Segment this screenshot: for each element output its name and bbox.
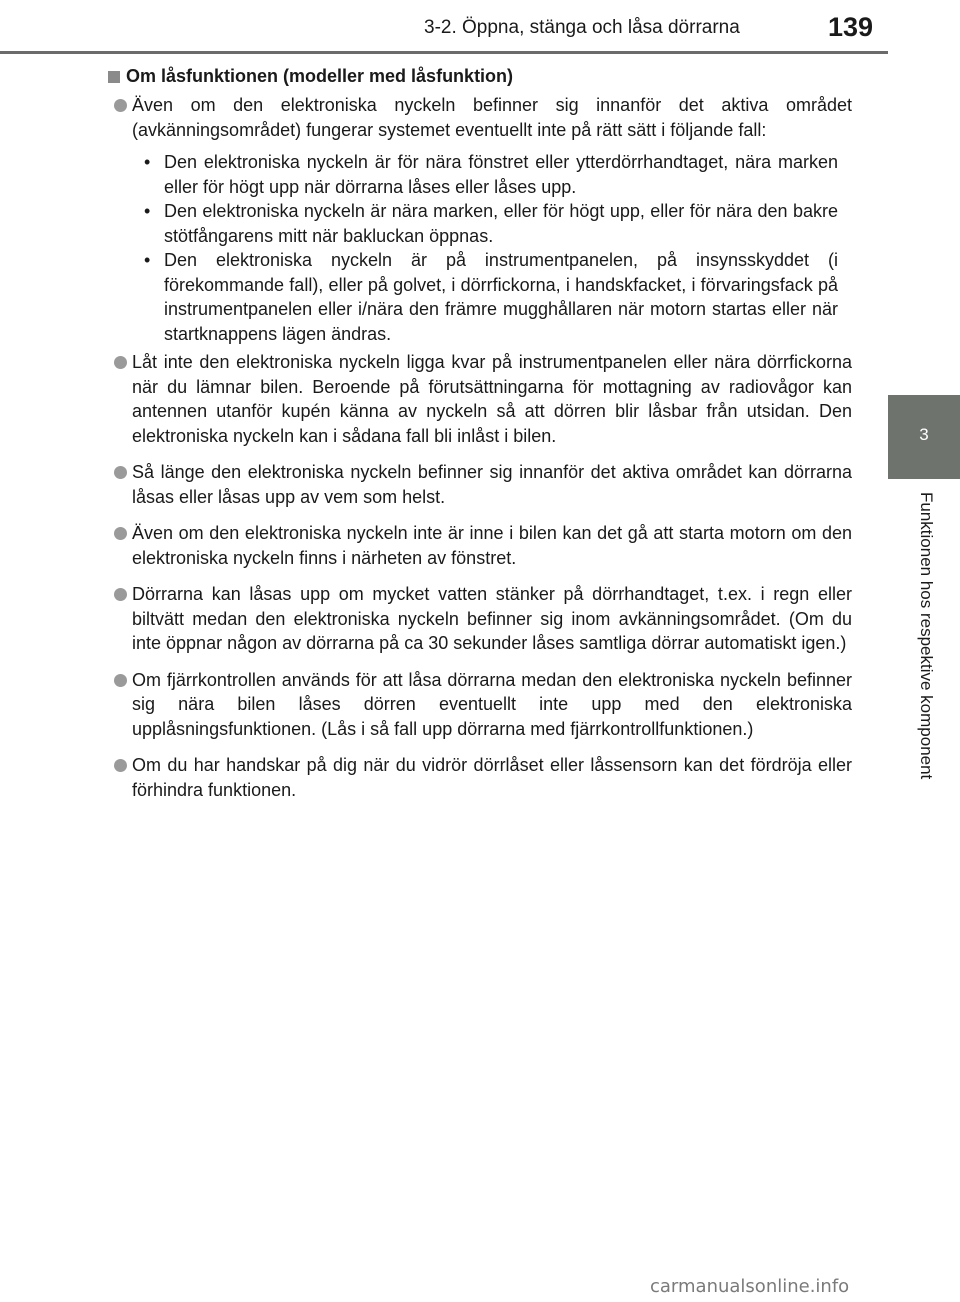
paragraph-text: Låt inte den elektroniska nyckeln ligga kvar på instrumentpanelen eller nära dörrfickorna när du lämnar bilen. Beroende på förutsättningarna för mottagning av radiovågor kan antennen utanför kupén känna av nyckeln så att dörren blir låsbar från utsidan. Den elektroniska nyckeln kan i sådana fall bli inlåst i bilen. — [132, 352, 852, 446]
list-item — [108, 199, 838, 248]
section-heading — [108, 66, 852, 87]
paragraph-text: Om fjärrkontrollen används för att låsa dörrarna medan den elektroniska nyckeln befinner sig nära bilen låses dörren eventuellt inte upp med den elektroniska upplåsningsfunktionen. (Lås i så fall upp dörrarna med fjärrkontrollfunktionen.) — [132, 669, 852, 739]
list-item — [108, 248, 838, 346]
main-content — [108, 66, 852, 810]
list-item-text: Den elektroniska nyckeln är på instrumentpanelen, på insynsskyddet (i förekommande fall), eller på golvet, i dörrfickorna, i handskfacket, i förvaringsfack på instrumentpanelen eller i/nära den främre mugghållaren när motorn startas eller när startknappens lägen ändras. — [164, 250, 838, 344]
page-number: 139 — [828, 12, 874, 42]
watermark: carmanualsonline.info — [650, 1276, 850, 1297]
list-item-text: Den elektroniska nyckeln är nära marken, eller för högt upp, eller för nära den bakre stötfångarens mitt när bakluckan öppnas. — [164, 201, 838, 246]
circle-bullet-icon — [114, 759, 127, 772]
chapter-tab — [888, 395, 960, 479]
paragraph-3 — [108, 460, 852, 509]
bullet-mark: • — [144, 250, 151, 270]
paragraph-1 — [108, 93, 852, 142]
circle-bullet-icon — [114, 466, 127, 479]
paragraph-7 — [108, 753, 852, 802]
paragraph-5 — [108, 582, 852, 656]
list-item — [108, 150, 838, 199]
bullet-mark: • — [144, 201, 151, 221]
section-title-text: Om låsfunktionen (modeller med låsfunktion) — [126, 66, 514, 86]
paragraph-text: Dörrarna kan låsas upp om mycket vatten stänker på dörrhandtaget, t.ex. i regn eller biltvätt medan den elektroniska nyckeln befinner sig inom avkänningsområdet. (Om du inte öppnar någon av dörrarna på ca 30 sekunder låses samtliga dörrar automatiskt igen.) — [132, 584, 852, 653]
header-rule — [0, 51, 888, 54]
paragraph-text: Om du har handskar på dig när du vidrör dörrlåset eller låssensorn kan det fördröja eller förhindra funktionen. — [132, 755, 852, 800]
bullet-list — [108, 150, 852, 346]
page-header — [0, 0, 888, 46]
circle-bullet-icon — [114, 674, 127, 687]
list-item-text: Den elektroniska nyckeln är för nära fönstret eller ytterdörrhandtaget, nära marken eller för högt upp när dörrarna låses eller låses upp. — [164, 152, 838, 197]
chapter-tab-label: Funktionen hos respektive komponent — [917, 492, 936, 780]
square-bullet-icon — [108, 71, 120, 83]
paragraph-text: Även om den elektroniska nyckeln befinner sig innanför det aktiva området (avkänningsområdet) fungerar systemet eventuellt inte på rätt sätt i följande fall: — [132, 95, 852, 140]
paragraph-text: Även om den elektroniska nyckeln inte är inne i bilen kan det gå att starta motorn om den elektroniska nyckeln finns i närheten av fönstret. — [132, 523, 852, 568]
paragraph-2 — [108, 350, 852, 448]
circle-bullet-icon — [114, 99, 127, 112]
chapter-title: 3-2. Öppna, stänga och låsa dörrarna — [424, 17, 740, 38]
chapter-tab-number: 3 — [919, 425, 929, 444]
paragraph-6 — [108, 668, 852, 742]
circle-bullet-icon — [114, 588, 127, 601]
bullet-mark: • — [144, 152, 151, 172]
circle-bullet-icon — [114, 356, 127, 369]
paragraph-text: Så länge den elektroniska nyckeln befinner sig innanför det aktiva området kan dörrarna låsas eller låsas upp av vem som helst. — [132, 462, 852, 507]
paragraph-4 — [108, 521, 852, 570]
circle-bullet-icon — [114, 527, 127, 540]
